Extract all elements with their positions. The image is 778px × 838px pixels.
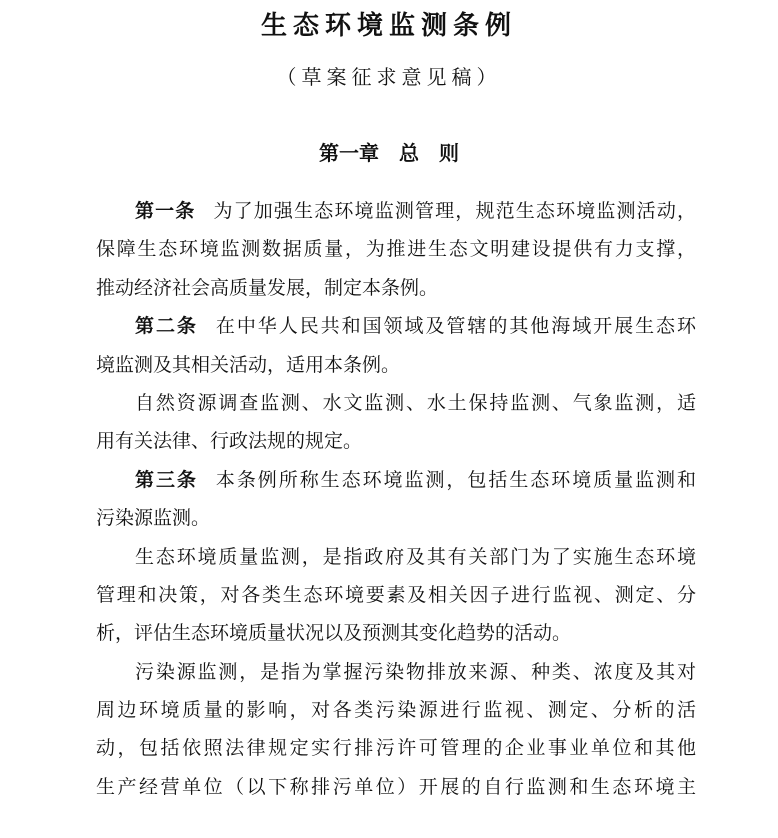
paragraph-line: 动，包括依照法律规定实行排污许可管理的企业事业单位和其他 [96,737,696,760]
paragraph-line: 析，评估生态环境质量状况以及预测其变化趋势的活动。 [96,622,572,645]
paragraph-line: 污染源监测，是指为掌握污染物排放来源、种类、浓度及其对 [135,660,696,683]
article-text: 在中华人民共和国领域及管辖的其他海域开展生态环 [215,315,696,338]
paragraph-line: 生态环境质量监测，是指政府及其有关部门为了实施生态环境 [135,545,696,568]
document-title: 生态环境监测条例 [260,11,517,41]
paragraph-line: 生产经营单位（以下称排污单位）开展的自行监测和生态环境主 [96,775,696,798]
article-text: 为了加强生态环境监测管理，规范生态环境监测活动， [213,200,696,222]
paragraph-line: 周边环境质量的影响，对各类污染源进行监视、测定、分析的活 [96,699,696,722]
article-number: 第三条 [135,468,198,491]
article-3-line-1 [96,461,696,499]
article-2-line-1 [96,307,696,345]
paragraph-line: 保障生态环境监测数据质量，为推进生态文明建设提供有力支撑， [96,238,696,261]
paragraph-line: 用有关法律、行政法规的规定。 [96,430,363,453]
paragraph-line: 污染源监测。 [96,507,211,530]
article-1-line-1 [96,192,696,230]
chapter-heading: 第一章 总 则 [319,141,459,165]
article-number: 第二条 [135,315,198,338]
article-number: 第一条 [135,200,196,222]
paragraph-line: 推动经济社会高质量发展，制定本条例。 [96,276,439,299]
paragraph-line: 管理和决策，对各类生态环境要素及相关因子进行监视、测定、分 [96,583,696,606]
paragraph-line: 自然资源调查监测、水文监测、水土保持监测、气象监测，适 [135,391,696,414]
paragraph-line: 境监测及其相关活动，适用本条例。 [96,353,401,376]
document-subtitle: （草案征求意见稿） [276,65,502,89]
article-text: 本条例所称生态环境监测，包括生态环境质量监测和 [215,468,696,491]
regulation-body [96,192,696,806]
